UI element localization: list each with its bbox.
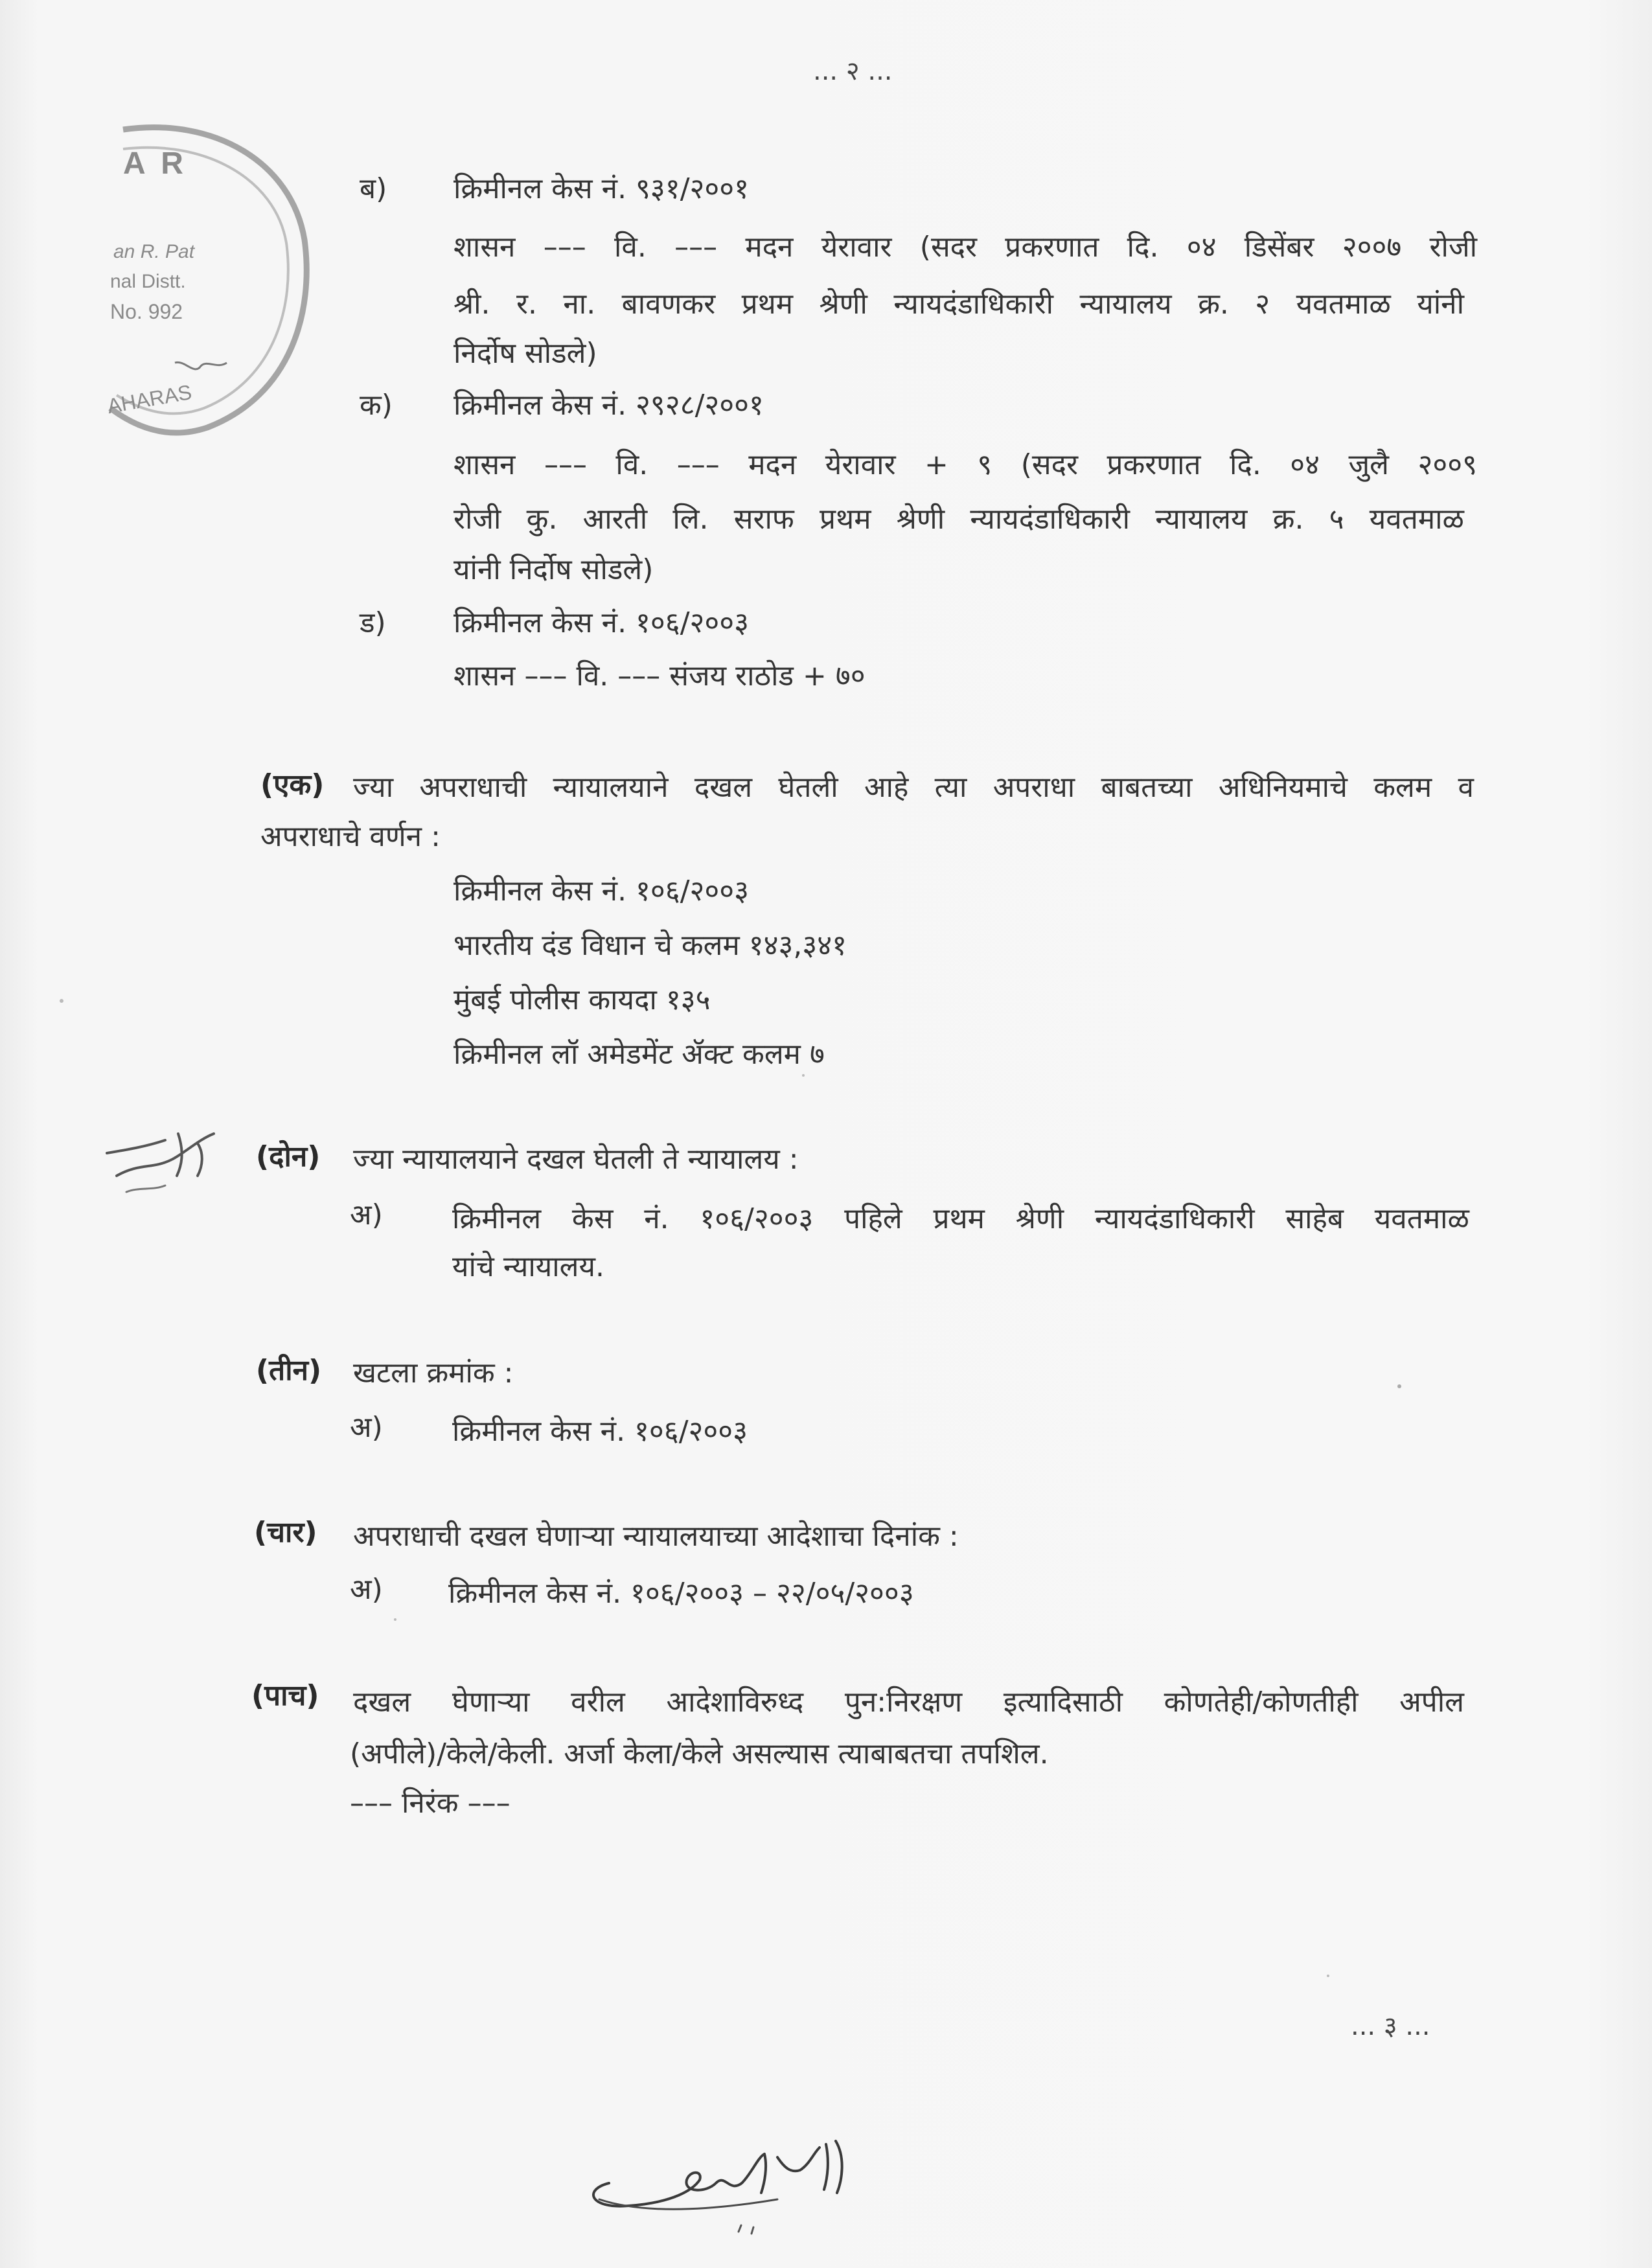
case-b-line-3: निर्दोष सोडले) [453,337,597,370]
marginal-initials-signature [100,1114,224,1211]
section-char-label: अ) [350,1573,383,1606]
section-don-line-2: यांचे न्यायालय. [452,1250,604,1283]
section-don-label: अ) [350,1198,383,1231]
section-teen-number: (तीन) [256,1354,322,1387]
case-k-line-3: यांनी निर्दोष सोडले) [453,553,654,586]
section-ek-item-3: मुंबई पोलीस कायदा १३५ [453,983,711,1016]
section-ek-item-4: क्रिमीनल लॉ अमेडमेंट ॲक्ट कलम ७ [453,1038,825,1071]
section-ek-item-1: क्रिमीनल केस नं. १०६/२००३ [453,875,750,908]
section-ek-heading-1: ज्या अपराधाची न्यायालयाने दखल घेतली आहे त्या अपराधा बाबतच्या अधिनियमाचे कलम व [353,771,1474,804]
case-b-title: क्रिमीनल केस नं. ९३१/२००१ [453,172,750,205]
section-pach-line-2: (अपीले)/केले/केली. अर्जा केला/केले असल्यास त्याबाबतचा तपशिल. [350,1737,1049,1770]
bottom-signature [570,2118,907,2241]
case-d-label: ड) [360,606,386,639]
section-char-number: (चार) [254,1516,317,1549]
case-b-line-1: शासन ––– वि. ––– मदन येरावार (सदर प्रकरणात दि. ०४ डिसेंबर २००७ रोजी [453,231,1477,264]
section-teen-line-1: क्रिमीनल केस नं. १०६/२००३ [452,1415,748,1448]
case-b-label: ब) [360,172,387,205]
stamp-text-5: AHARAS [105,380,194,418]
page-number-top: ... २ ... [813,56,893,86]
section-pach-line-3: ––– निरंक ––– [350,1787,511,1820]
stamp-text-2: an R. Pat [113,241,195,262]
section-don-line-1: क्रिमीनल केस नं. १०६/२००३ पहिले प्रथम श्रेणी न्यायदंडाधिकारी साहेब यवतमाळ [452,1202,1469,1235]
section-ek-number: (एक) [260,768,325,801]
section-char-heading: अपराधाची दखल घेणाऱ्या न्यायालयाच्या आदेशाचा दिनांक : [353,1520,959,1553]
section-teen-label: अ) [350,1411,383,1444]
page-number-next: ... ३ ... [1351,2011,1430,2041]
case-d-title: क्रिमीनल केस नं. १०६/२००३ [453,606,750,639]
case-k-title: क्रिमीनल केस नं. २९२८/२००१ [453,389,764,422]
stamp-text-1: A R [123,146,187,181]
case-k-label: क) [360,389,393,422]
section-pach-line-1: दखल घेणाऱ्या वरील आदेशाविरुध्द पुन:निरक्षण इत्यादिसाठी कोणतेही/कोणतीही अपील [353,1686,1464,1719]
section-teen-heading: खटला क्रमांक : [353,1357,514,1390]
section-ek-item-2: भारतीय दंड विधान चे कलम १४३,३४१ [453,929,847,962]
section-ek-heading-2: अपराधाचे वर्णन : [260,820,441,853]
section-pach-number: (पाच) [251,1679,319,1712]
case-d-line-1: शासन ––– वि. ––– संजय राठोड + ७० [453,659,866,693]
stamp-text-4: No. 992 [110,300,183,323]
section-don-number: (दोन) [256,1140,321,1173]
section-don-heading: ज्या न्यायालयाने दखल घेतली ते न्यायालय : [353,1143,799,1176]
case-b-line-2: श्री. र. ना. बावणकर प्रथम श्रेणी न्यायदंडाधिकारी न्यायालय क्र. २ यवतमाळ यांनी [453,288,1464,321]
case-k-line-1: शासन ––– वि. ––– मदन येरावार + ९ (सदर प्रकरणात दि. ०४ जुलै २००९ [453,448,1477,481]
case-k-line-2: रोजी कु. आरती लि. सराफ प्रथम श्रेणी न्यायदंडाधिकारी न्यायालय क्र. ५ यवतमाळ [453,503,1464,536]
stamp-text-3: nal Distt. [110,271,186,292]
section-char-line-1: क्रिमीनल केस नं. १०६/२००३ – २२/०५/२००३ [448,1577,914,1610]
